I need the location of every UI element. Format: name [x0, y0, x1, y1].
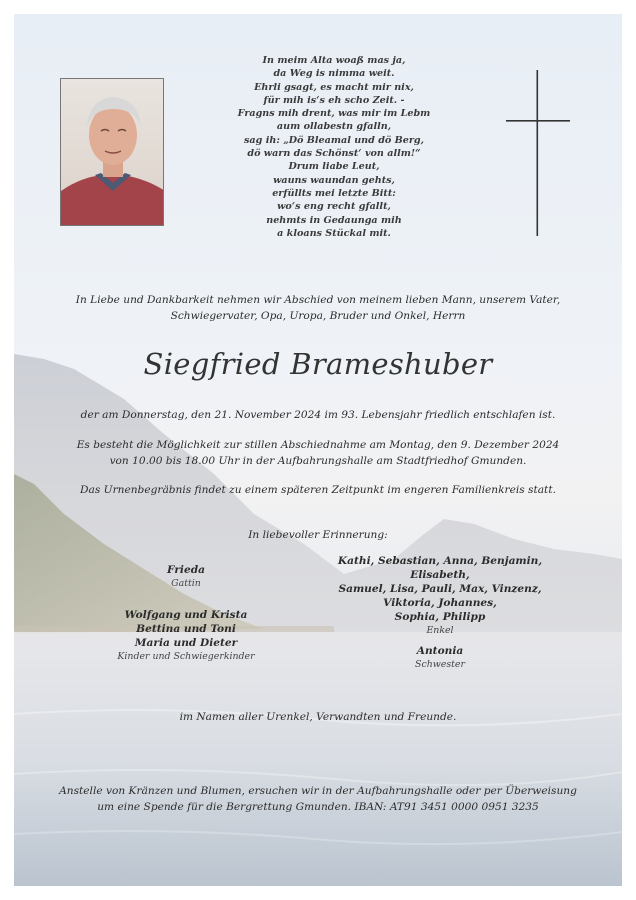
intro-line-2: Schwiegervater, Opa, Uropa, Bruder und Onkel, Herrn	[170, 310, 466, 322]
donation-info	[34, 783, 602, 815]
poem-line: da Weg is nimma weit.	[273, 68, 395, 80]
portrait-photo	[60, 78, 164, 226]
mourner-relation: Schwester	[415, 659, 465, 670]
farewell-line-1: Es besteht die Möglichkeit zur stillen Abschiednahme am Montag, den 9. Dezember 2024	[76, 439, 560, 451]
donation-line-2: um eine Spende für die Bergrettung Gmunden. IBAN: AT91 3451 0000 0951 3235	[97, 801, 539, 813]
mourner-name: Sophia, Philipp	[394, 611, 486, 623]
mourner-name: Maria und Dieter	[134, 637, 238, 649]
poem-line: Fragns mih drent, was mir im Lebm	[237, 108, 431, 120]
intro-line-1: In Liebe und Dankbarkeit nehmen wir Abschied von meinem lieben Mann, unserem Vater,	[75, 294, 561, 306]
mourner-name: Wolfgang und Krista	[124, 609, 248, 621]
poem-line: sag ih: „Dö Bleamal und dö Berg,	[244, 134, 424, 146]
mourner-sister	[310, 644, 570, 672]
obituary-card	[14, 14, 622, 886]
mourner-wife	[86, 563, 286, 591]
urenkel-line: im Namen aller Urenkel, Verwandten und Freunde.	[179, 711, 457, 723]
mourner-name: Viktoria, Johannes,	[383, 597, 497, 609]
mourner-name: Frieda	[167, 564, 205, 576]
mourner-name: Bettina und Toni	[136, 623, 236, 635]
mourner-grandchildren	[310, 554, 570, 638]
mourner-name: Antonia	[416, 645, 464, 657]
mourner-relation: Gattin	[171, 578, 201, 589]
poem-line: Ehrli gsagt, es macht mir nix,	[254, 81, 414, 93]
poem	[214, 54, 454, 240]
intro-text	[34, 292, 602, 324]
farewell-info	[34, 437, 602, 469]
poem-line: In meim Alta woaß mas ja,	[262, 55, 406, 66]
mourner-children	[86, 608, 286, 664]
mourner-name: Kathi, Sebastian, Anna, Benjamin, Elisabeth,	[337, 555, 543, 581]
mourner-name: Samuel, Lisa, Pauli, Max, Vinzenz,	[338, 583, 542, 595]
poem-line: wo‘s eng recht gfallt,	[277, 201, 391, 213]
farewell-line-2: von 10.00 bis 18.00 Uhr in der Aufbahrungshalle am Stadtfriedhof Gmunden.	[109, 455, 527, 467]
mourner-relation: Enkel	[426, 625, 454, 636]
deceased-name: Siegfried Brameshuber	[143, 347, 493, 381]
memory-heading: In liebevoller Erinnerung:	[248, 529, 388, 541]
poem-line: a kloans Stückal mit.	[277, 227, 391, 239]
poem-line: erfüllts mei letzte Bitt:	[272, 187, 396, 199]
poem-line: Drum liabe Leut,	[288, 161, 380, 173]
poem-line: wauns waundan gehts,	[273, 174, 395, 186]
donation-line-1: Anstelle von Kränzen und Blumen, ersuchen wir in der Aufbahrungshalle oder per Überweisung	[59, 785, 577, 797]
cross-icon	[506, 70, 570, 236]
burial-info: Das Urnenbegräbnis findet zu einem späteren Zeitpunkt im engeren Familienkreis statt.	[80, 484, 556, 496]
poem-line: dö warn das Schönst‘ von allm!“	[247, 148, 421, 160]
mourner-relation: Kinder und Schwiegerkinder	[117, 651, 255, 662]
poem-line: für mih is‘s eh scho Zeit. -	[263, 94, 405, 106]
poem-line: aum ollabestn gfalln,	[276, 121, 392, 133]
poem-line: nehmts in Gedaunga mih	[266, 214, 402, 226]
death-notice: der am Donnerstag, den 21. November 2024 im 93. Lebensjahr friedlich entschlafen ist.	[80, 409, 556, 421]
